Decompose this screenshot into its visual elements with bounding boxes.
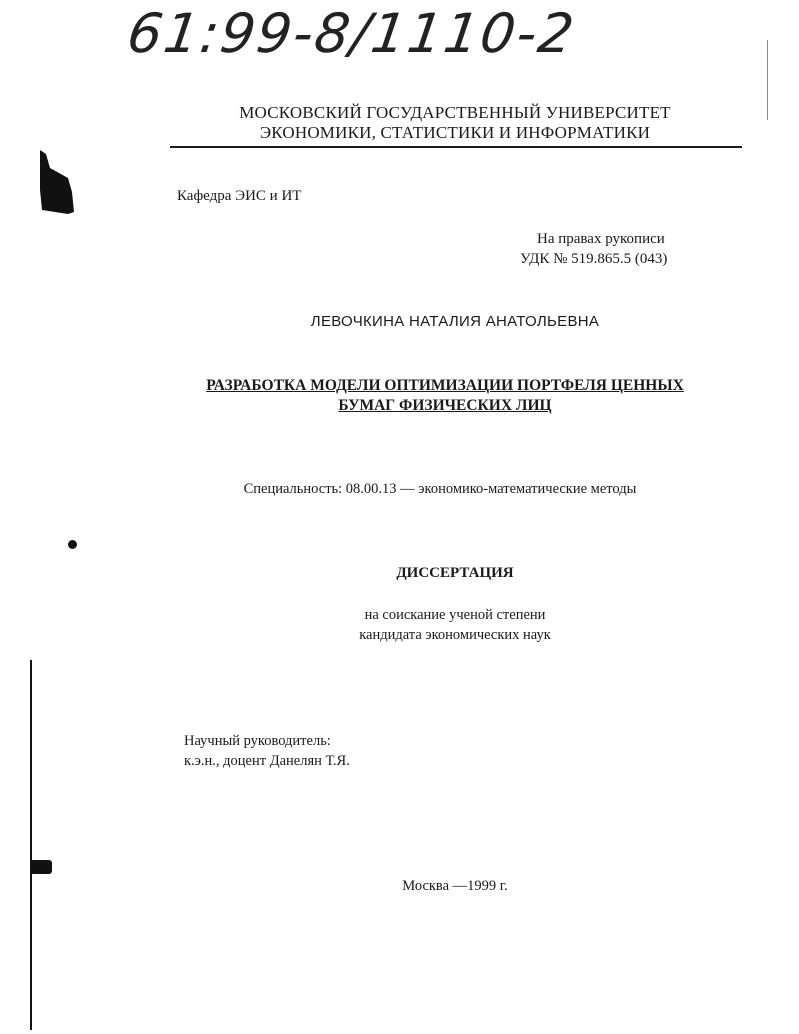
university-name-line2: ЭКОНОМИКИ, СТАТИСТИКИ И ИНФОРМАТИКИ xyxy=(259,123,651,142)
university-name-line1: МОСКОВСКИЙ ГОСУДАРСТВЕННЫЙ УНИВЕРСИТЕТ xyxy=(239,103,671,122)
author-name: ЛЕВОЧКИНА НАТАЛИЯ АНАТОЛЬЕВНА xyxy=(310,313,600,330)
document-type: ДИССЕРТАЦИЯ xyxy=(396,565,514,581)
scan-artifact-edge-line xyxy=(30,660,32,1030)
scan-artifact-dot xyxy=(68,540,77,549)
header-divider xyxy=(170,146,742,148)
department: Кафедра ЭИС и ИТ xyxy=(177,188,302,204)
scan-artifact-right-line xyxy=(767,40,768,120)
udk-code: УДК № 519.865.5 (043) xyxy=(520,251,668,267)
scan-artifact-left-blob xyxy=(38,150,78,216)
supervisor-name: к.э.н., доцент Данелян Т.Я. xyxy=(184,753,350,769)
specialty: Специальность: 08.00.13 — экономико-математические методы xyxy=(243,481,637,497)
thesis-title-line2: БУМАГ ФИЗИЧЕСКИХ ЛИЦ xyxy=(338,397,552,414)
supervisor-label: Научный руководитель: xyxy=(184,733,331,749)
city-year: Москва —1999 г. xyxy=(402,878,508,894)
thesis-title-line1: РАЗРАБОТКА МОДЕЛИ ОПТИМИЗАЦИИ ПОРТФЕЛЯ ЦЕННЫХ xyxy=(206,377,684,394)
manuscript-rights: На правах рукописи xyxy=(537,231,665,247)
scan-artifact-edge-mark xyxy=(30,860,52,874)
degree-line2: кандидата экономических наук xyxy=(359,627,551,643)
degree-line1: на соискание ученой степени xyxy=(364,607,546,623)
handwritten-archive-number: 61:99-8/1110-2 xyxy=(123,2,580,65)
